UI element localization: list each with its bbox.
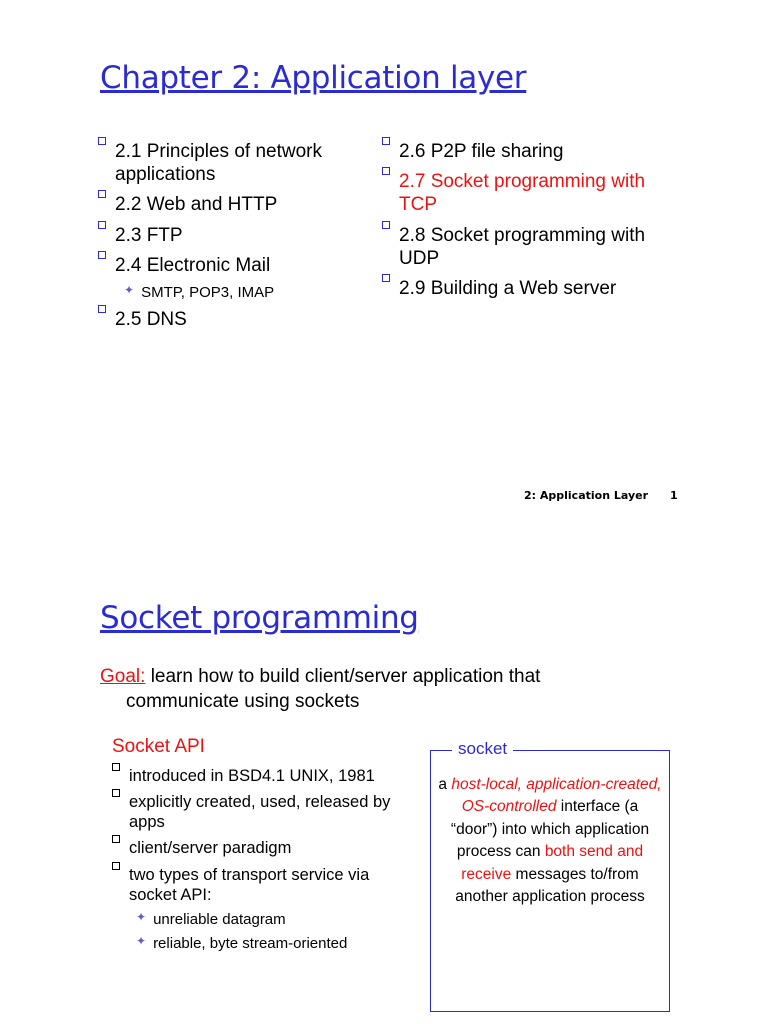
square-bullet-icon [98,305,106,313]
list-item[interactable] [382,140,682,163]
list-item[interactable] [98,254,348,277]
list-item-label: 2.9 Building a Web server [399,277,617,299]
list-item-label: two types of transport service via socket API: [129,865,370,904]
list-item-sub [136,911,402,929]
slide-footer-label: 2: Application Layer [524,489,649,502]
goal-statement [100,664,660,714]
slide-page-number: 1 [670,489,678,502]
callout-segment-1: a [438,776,452,793]
list-item-label: 2.7 Socket programming with TCP [399,171,646,216]
list-item [112,865,402,905]
list-item-label: 2.5 DNS [115,309,187,331]
list-item-label: 2.3 FTP [115,224,183,246]
list-item-label: 2.8 Socket programming with UDP [399,224,646,269]
square-bullet-icon [112,789,120,797]
square-bullet-icon [382,221,390,229]
list-item-sub [136,935,402,953]
square-bullet-icon [382,274,390,282]
list-item[interactable] [382,224,682,270]
diamond-bullet-icon: ✦ [124,282,135,297]
list-item-label: 2.6 P2P file sharing [399,141,564,162]
page-title: Socket programming [100,600,419,636]
list-item[interactable] [98,140,348,186]
toc-left-column [98,140,348,338]
socket-api-heading: Socket API [112,736,205,757]
list-item[interactable] [382,277,682,300]
list-item-label: 2.2 Web and HTTP [115,194,278,216]
socket-definition-box-legend: socket [452,739,513,759]
list-item[interactable] [98,224,348,247]
list-item-label: introduced in BSD4.1 UNIX, 1981 [129,767,375,785]
square-bullet-icon [98,137,106,145]
slide-socket-programming [0,512,768,1024]
callout-segment-2: host-local, application-created, OS-controlled [451,776,662,816]
list-item [112,838,402,858]
list-item-label: explicitly created, used, released by apps [129,793,391,832]
square-bullet-icon [98,251,106,259]
page-title: Chapter 2: Application layer [100,60,527,96]
list-item [112,792,402,832]
list-item-sub-label: unreliable datagram [153,910,286,928]
list-item[interactable] [98,308,348,331]
list-item-sub-label: SMTP, POP3, IMAP [141,283,275,301]
callout-segment-4: both send and receive [461,843,644,883]
square-bullet-icon [382,137,390,145]
callout-segment-5: messages to/from another application process [455,865,645,906]
square-bullet-icon [112,835,120,843]
callout-segment-3: interface (a “door”) into which application process can [450,798,650,861]
list-item-highlighted[interactable] [382,170,682,216]
square-bullet-icon [382,167,390,175]
goal-text-line-2: communicate using sockets [126,691,360,713]
socket-definition-text [438,774,662,909]
list-item-sub [124,284,348,302]
list-item[interactable] [98,193,348,216]
square-bullet-icon [112,763,120,771]
square-bullet-icon [98,190,106,198]
square-bullet-icon [98,221,106,229]
list-item-sub-label: reliable, byte stream-oriented [153,935,348,953]
diamond-bullet-icon: ✦ [136,909,147,924]
list-item-label: client/server paradigm [129,839,292,858]
goal-text-line-1: learn how to build client/server application that [145,666,541,687]
toc-right-column [382,140,682,307]
goal-label: Goal: [100,666,146,687]
diamond-bullet-icon: ✦ [136,934,147,949]
list-item-label: 2.1 Principles of network applications [115,141,322,186]
socket-api-list [112,766,402,959]
list-item-label: 2.4 Electronic Mail [115,254,271,276]
list-item [112,766,402,786]
square-bullet-icon [112,862,120,870]
